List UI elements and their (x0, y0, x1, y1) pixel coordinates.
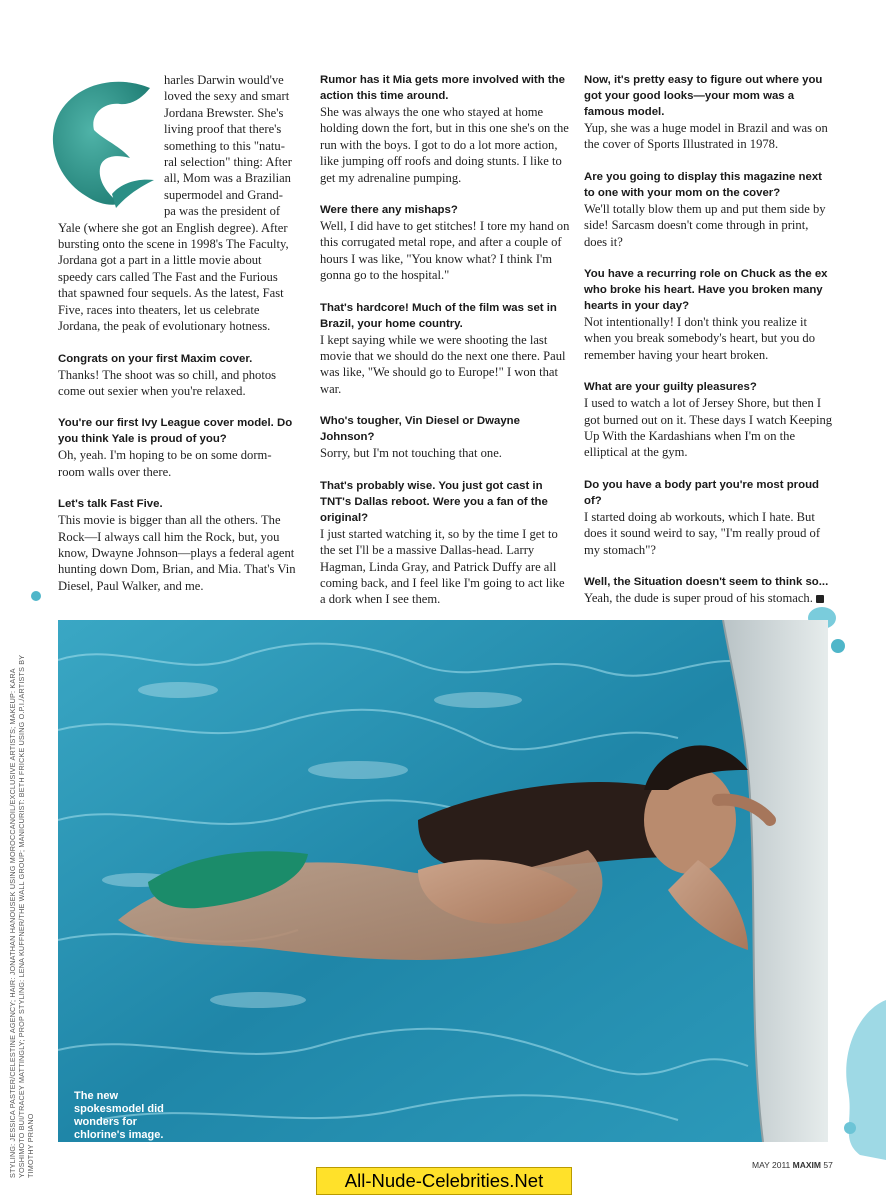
intro-line: supermodel and Grand- (164, 187, 283, 202)
pool-photo (58, 620, 828, 1142)
question: You're our first Ivy League cover model. Do you think Yale is proud of you? (58, 417, 293, 446)
folio-magazine: MAXIM (792, 1160, 821, 1170)
intro-line: something to this "natu- (164, 138, 285, 153)
question: Congrats on your first Maxim cover. (58, 352, 253, 365)
qa-block (320, 413, 570, 461)
intro-rest: Yale (where she got an English degree). After bursting onto the scene in 1998's The Faculty, Jordana got a part in a little movie about speedy cars called The Fast and the Furious that spawned four sequels. As the latest, Fast Five, races into theaters, let us celebrate Jordana, the peak of evolutionary hotness. (58, 220, 289, 334)
question: Let's talk Fast Five. (58, 498, 163, 511)
intro-line: harles Darwin would've (164, 73, 284, 87)
answer: I started doing ab workouts, which I hate. But does it sound weird to say, "I'm really proud of my stomach"? (584, 509, 821, 557)
folio-date: MAY 2011 (752, 1160, 791, 1170)
photo-caption: The new spokesmodel did wonders for chlorine's image. (74, 1090, 164, 1141)
intro-line: all, Mom was a Brazilian (164, 171, 291, 186)
answer: I just started watching it, so by the time I get to the set I'll be a massive Dallas-head. Larry Hagman, Linda Gray, and Patrick Duffy are all coming back, and I feel like I'm going to act like a dork when I see them. (320, 526, 565, 607)
answer: Not intentionally! I don't think you realize it when you break somebody's heart, but you do remember having your heart broken. (584, 315, 816, 362)
intro-line: ral selection" thing: After (164, 155, 292, 170)
answer: This movie is bigger than all the others. The Rock—I always call him the Rock, but, you know, Dwayne Johnson—plays a federal agent hunting down Dom, Brian, and Mia. That's Vin Diesel, Paul Walker, and me. (58, 513, 296, 593)
question: Who's tougher, Vin Diesel or Dwayne Johnson? (320, 415, 520, 444)
page-folio (752, 1160, 833, 1170)
answer: Oh, yeah. I'm hoping to be on some dorm-room walls over there. (58, 448, 272, 479)
qa-block (320, 72, 570, 186)
intro-paragraph (58, 72, 298, 335)
qa-block (58, 415, 298, 480)
folio-page-number: 57 (823, 1160, 833, 1170)
watercolor-splash-decoration (820, 990, 886, 1160)
question: Well, the Situation doesn't seem to think so... (584, 576, 829, 589)
answer: She was always the one who stayed at home holding down the fort, but in this one she's on the run with the boys. I got to do a lot more action, like jumping off roofs and doing stunts. I like to get my adrenaline pumping. (320, 105, 569, 185)
question: Were there any mishaps? (320, 204, 458, 217)
qa-block (584, 477, 834, 558)
answer: I used to watch a lot of Jersey Shore, but then I got burned out on it. These days I watch Keeping Up With the Kardashians when I'm on the elliptical at the gym. (584, 396, 833, 460)
qa-block (584, 72, 834, 153)
answer-text: Yeah, the dude is super proud of his stomach. (584, 591, 813, 606)
intro-line: living proof that there's (164, 122, 282, 137)
intro-line: loved the sexy and smart (164, 89, 290, 104)
answer: I kept saying while we were shooting the last movie that we should do the next one there. Paul was like, "We should go to Europe!" I won that war. (320, 332, 566, 396)
question: Now, it's pretty easy to figure out where you got your good looks—your mom was a famous model. (584, 74, 823, 118)
qa-block (320, 202, 570, 284)
answer (584, 590, 834, 606)
answer: Yup, she was a huge model in Brazil and was on the cover of Sports Illustrated in 1978. (584, 121, 828, 152)
qa-block (584, 266, 834, 363)
photo-credits: STYLING: JESSICA PASTER/CELESTINE AGENCY; HAIR: JONATHAN HANOUSEK USING MOROCCANOIL/EXCLUSIVE ARTISTS; MAKEUP: KARA YOSHIMOTO BUI/TRACEY MATTINGLY; PROP STYLING: LENA KUFFNER/THE WALL GROUP; MANICURIST: BETH FRICKE USING O.P.I./ARTISTS BY TIMOTHY PRIANO (8, 654, 35, 1178)
article-column-3 (584, 72, 834, 623)
answer: Well, I did have to get stitches! I tore my hand on this corrugated metal rope, and after a couple of hours I was like, "You know what? I think I'm gonna go to the hospital." (320, 219, 570, 283)
answer: We'll totally blow them up and put them side by side! Sarcasm doesn't come through in print, does it? (584, 201, 826, 249)
question: What are your guilty pleasures? (584, 381, 757, 394)
answer: Sorry, but I'm not touching that one. (320, 446, 502, 461)
intro-wrapped-lines (164, 72, 298, 220)
question: That's hardcore! Much of the film was set in Brazil, your home country. (320, 301, 557, 330)
watermark-banner: All-Nude-Celebrities.Net (316, 1167, 572, 1195)
qa-block (584, 574, 834, 606)
pool-photo-illustration (58, 620, 828, 1142)
question: Rumor has it Mia gets more involved with the action this time around. (320, 74, 565, 102)
watercolor-splash-decoration (26, 586, 46, 606)
intro-line: Jordana Brewster. She's (164, 105, 284, 120)
qa-block (58, 351, 298, 400)
question: That's probably wise. You just got cast in TNT's Dallas reboot. Were you a fan of the original? (320, 479, 548, 524)
question: Do you have a body part you're most proud of? (584, 478, 819, 507)
article-column-2 (320, 72, 570, 624)
qa-block (58, 496, 298, 594)
qa-block (320, 478, 570, 608)
end-mark-icon (816, 595, 824, 603)
qa-block (584, 379, 834, 461)
question: Are you going to display this magazine next to one with your mom on the cover? (584, 170, 822, 199)
qa-block (584, 169, 834, 250)
article-column-1 (58, 72, 298, 610)
intro-line: pa was the president of (164, 204, 281, 219)
answer: Thanks! The shoot was so chill, and photos come out sexier when you're relaxed. (58, 367, 277, 398)
qa-block (320, 300, 570, 398)
question: You have a recurring role on Chuck as the ex who broke his heart. Have you broken many hearts in your day? (584, 268, 828, 313)
